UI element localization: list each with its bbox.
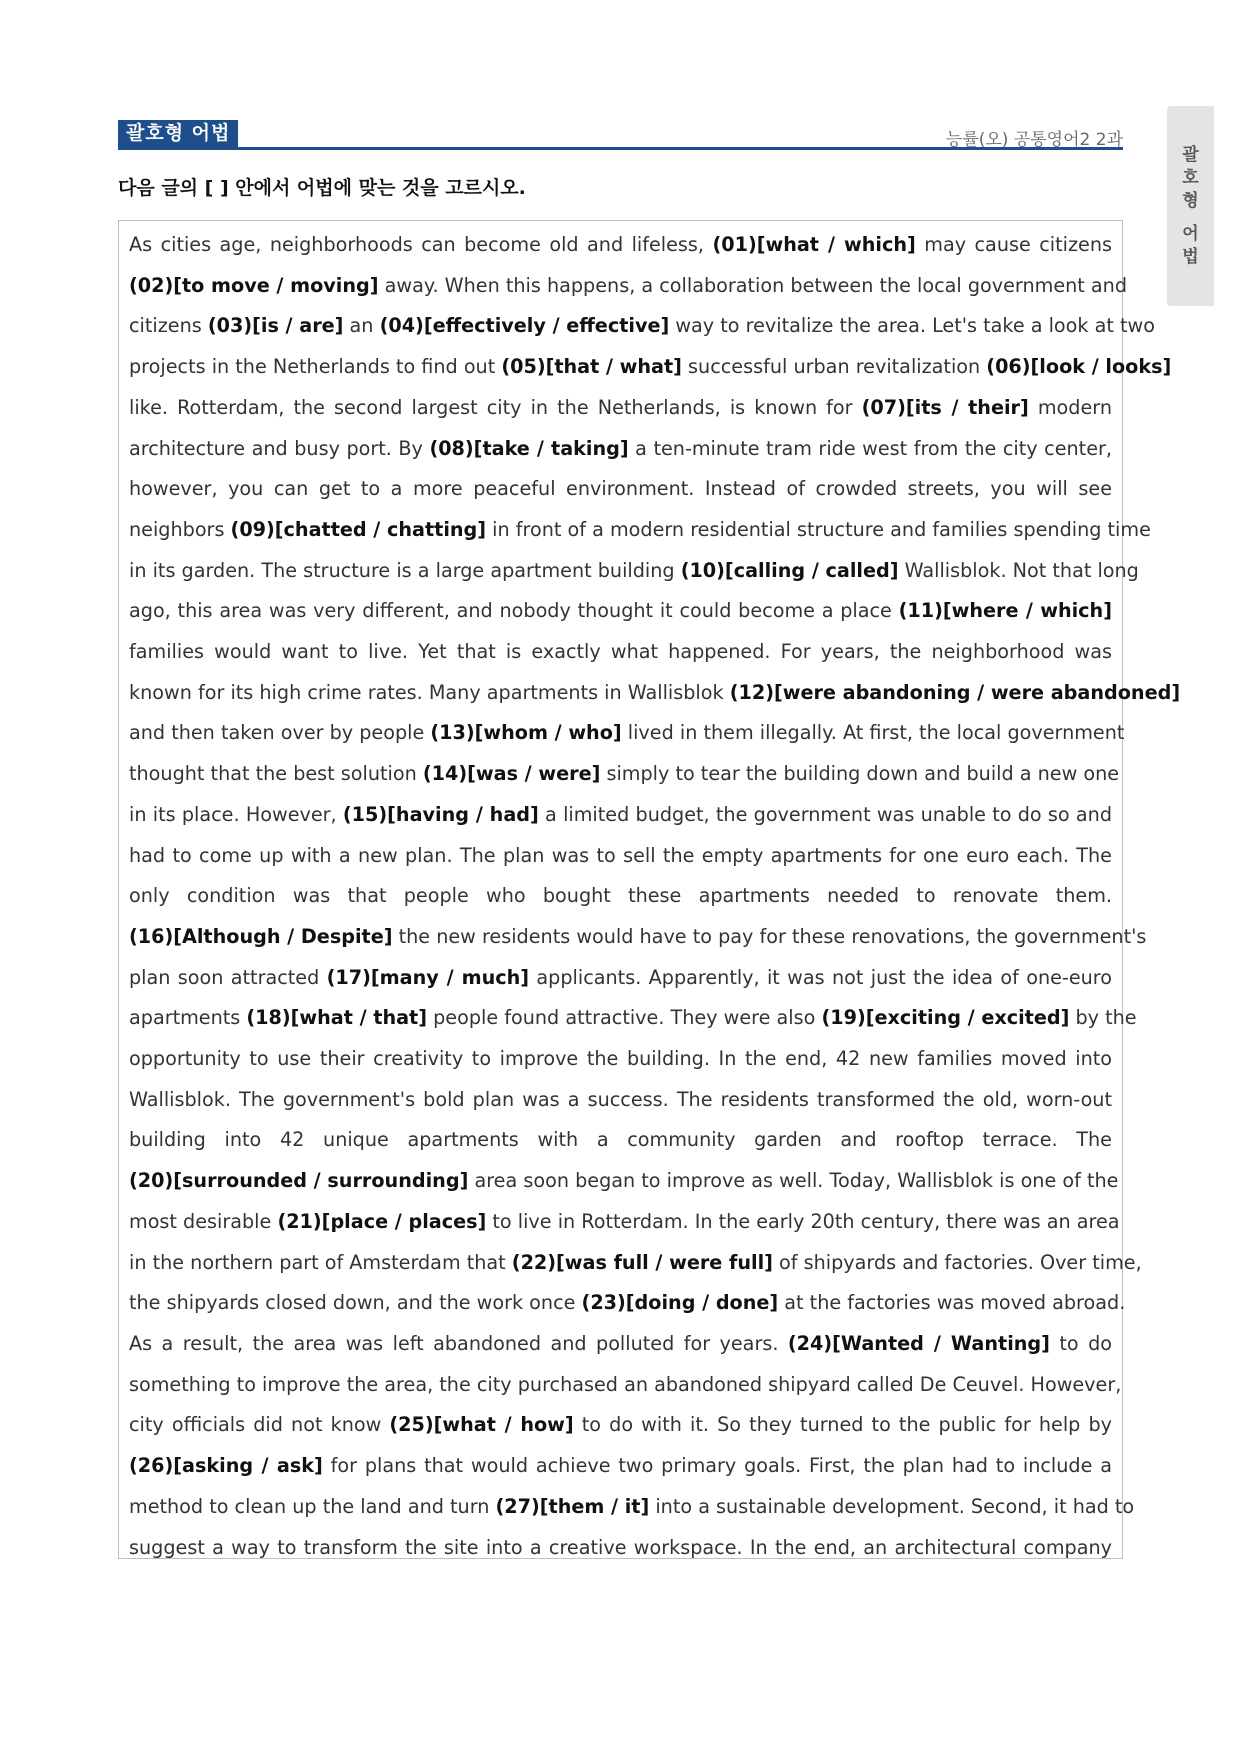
passage-text: Wallisblok. Not that long [898,558,1139,582]
passage-line [129,795,1112,836]
passage-line [129,836,1112,877]
passage-text: opportunity to use their creativity to improve the building. In the end, 42 new families moved into [129,1047,1112,1071]
passage-line [129,1405,1112,1446]
passage-text: and then taken over by people [129,721,431,745]
side-tab-char: 법 [1182,246,1199,267]
passage-text: ago, this area was very different, and nobody thought it could become a place [129,599,899,623]
grammar-choice: (06)[look / looks] [986,355,1172,379]
passage-text: simply to tear the building down and build a new one [600,762,1120,786]
passage-text: away. When this happens, a collaboration between the local government and [378,273,1128,297]
passage-text: to do with it. So they turned to the public for help by [573,1413,1112,1437]
passage-line [129,1161,1119,1202]
passage-text: a limited budget, the government was unable to do so and [538,802,1112,826]
passage-box [118,220,1181,1559]
passage-text: only condition was that people who bought these apartments needed to renovate them. [129,884,1112,908]
passage-text: thought that the best solution [129,762,423,786]
passage-line [129,998,1137,1039]
grammar-choice: (01)[what / which] [712,233,916,256]
passage-text: most desirable [129,1209,278,1233]
passage-text: people found attractive. They were also [427,1006,822,1030]
grammar-choice: (16)[Although / Despite] [129,924,393,948]
passage-line [129,876,1112,917]
passage-text: a ten-minute tram ride west from the city center, [628,436,1112,460]
grammar-choice: (13)[whom / who] [430,721,622,745]
passage-line [129,1202,1120,1243]
passage-text: lived in them illegally. At first, the local government [621,721,1125,745]
passage-text: the shipyards closed down, and the work once [129,1291,582,1315]
passage-text: city officials did not know [129,1413,390,1437]
passage-text: building into 42 unique apartments with a community garden and rooftop terrace. The [129,1128,1112,1152]
passage-line [129,266,1128,307]
passage-line [129,713,1125,754]
passage-text: projects in the Netherlands to find out [129,355,502,379]
passage-line [129,1446,1112,1487]
passage-text: into a sustainable development. Second, it had to [649,1494,1135,1518]
passage-text: to do [1049,1331,1112,1355]
passage-line [129,306,1155,347]
passage-line [129,958,1112,999]
passage-text: in the northern part of Amsterdam that [129,1250,512,1274]
passage-line [129,347,1172,388]
grammar-choice: (27)[them / it] [495,1494,650,1518]
passage-text: As a result, the area was left abandoned and polluted for years. [129,1331,788,1355]
passage-line [129,1487,1135,1528]
passage-text: in its garden. The structure is a large apartment building [129,558,681,582]
grammar-choice: (22)[was full / were full] [511,1250,773,1274]
passage-text: for plans that would achieve two primary goals. First, the plan had to include a [322,1454,1112,1478]
passage-text: apartments [129,1006,247,1030]
passage-line [129,1039,1112,1080]
passage-text: plan soon attracted [129,965,327,989]
passage-text: something to improve the area, the city purchased an abandoned shipyard called De Ceuvel. However, [129,1372,1122,1396]
grammar-choice: (19)[exciting / excited] [821,1006,1070,1030]
grammar-choice: (02)[to move / moving] [129,273,379,297]
passage-text: known for its high crime rates. Many apartments in Wallisblok [129,680,730,704]
grammar-choice: (14)[was / were] [422,762,601,786]
passage-text: by the [1069,1006,1137,1030]
passage-text: neighbors [129,517,231,541]
side-tab [1167,106,1214,306]
grammar-choice: (04)[effectively / effective] [379,314,670,338]
passage-text: at the factories was moved abroad. [778,1291,1126,1315]
grammar-choice: (03)[is / are] [207,314,344,338]
instruction-text: 다음 글의 [ ] 안에서 어법에 맞는 것을 고르시오. [118,177,526,199]
grammar-choice: (12)[were abandoning / were abandoned] [729,680,1181,704]
side-tab-char: 호 [1182,167,1199,188]
passage-line [129,1324,1112,1365]
passage-text: in its place. However, [129,802,343,826]
grammar-choice: (18)[what / that] [246,1006,427,1030]
passage-text: like. Rotterdam, the second largest city in the Netherlands, is known for [129,395,862,419]
passage-line [129,469,1112,510]
grammar-choice: (11)[where / which] [898,599,1112,623]
grammar-choice: (21)[place / places] [277,1209,487,1233]
side-tab-char: 괄 [1182,144,1199,165]
section-header [118,120,1123,150]
passage-text: may cause citizens [915,233,1112,256]
passage-text: As cities age, neighborhoods can become old and lifeless, [129,233,713,256]
passage-line [129,917,1147,958]
course-label: 능률(오) 공통영어2 2과 [945,130,1123,150]
grammar-choice: (10)[calling / called] [680,558,899,582]
passage-text: families would want to live. Yet that is exactly what happened. For years, the neighborhood was [129,640,1112,664]
passage-text: citizens [129,314,208,338]
passage-text: an [343,314,380,338]
passage-text: had to come up with a new plan. The plan was to sell the empty apartments for one euro each. The [129,843,1112,867]
passage-text: successful urban revitalization [681,355,987,379]
passage-line [129,429,1112,470]
passage-text: method to clean up the land and turn [129,1494,496,1518]
passage-text: of shipyards and factories. Over time, [772,1250,1142,1274]
passage-line [129,754,1120,795]
passage-line [129,388,1112,429]
section-badge: 괄호형 어법 [118,120,238,147]
passage-line [129,632,1112,673]
passage-line [129,591,1112,632]
side-tab-char: 형 [1182,190,1199,211]
passage-line [129,551,1139,592]
passage-line [129,1283,1126,1324]
passage-text: the new residents would have to pay for these renovations, the government's [392,924,1147,948]
passage-line [129,1080,1112,1121]
passage-text: in front of a modern residential structure and families spending time [486,517,1151,541]
grammar-choice: (08)[take / taking] [429,436,629,460]
grammar-choice: (26)[asking / ask] [129,1454,323,1478]
grammar-choice: (23)[doing / done] [581,1291,779,1315]
passage-text: however, you can get to a more peaceful environment. Instead of crowded streets, you will see [129,477,1112,501]
passage-line [129,1120,1112,1161]
passage-line [129,1365,1122,1406]
passage-text: to live in Rotterdam. In the early 20th century, there was an area [486,1209,1120,1233]
passage-text: modern [1028,395,1112,419]
grammar-choice: (24)[Wanted / Wanting] [787,1331,1050,1355]
grammar-choice: (07)[its / their] [861,395,1029,419]
passage-line [129,510,1151,551]
grammar-choice: (15)[having / had] [342,802,539,826]
passage-text: architecture and busy port. By [129,436,430,460]
passage-text: Wallisblok. The government's bold plan was a success. The residents transformed the old, worn-out [129,1087,1112,1111]
passage-text: suggest a way to transform the site into a creative workspace. In the end, an architectural company [129,1535,1112,1559]
passage-text: area soon began to improve as well. Today, Wallisblok is one of the [468,1169,1119,1193]
passage-text: way to revitalize the area. Let's take a look at two [669,314,1155,338]
passage-line [129,225,1112,266]
grammar-choice: (09)[chatted / chatting] [230,517,487,541]
grammar-choice: (17)[many / much] [326,965,530,989]
side-tab-char: 어 [1182,223,1199,244]
passage-line [129,673,1181,714]
passage-text: applicants. Apparently, it was not just the idea of one-euro [529,965,1113,989]
grammar-choice: (05)[that / what] [501,355,682,379]
passage-line [129,1243,1142,1284]
passage-line [129,1528,1112,1569]
grammar-choice: (20)[surrounded / surrounding] [129,1169,469,1193]
grammar-choice: (25)[what / how] [389,1413,574,1437]
